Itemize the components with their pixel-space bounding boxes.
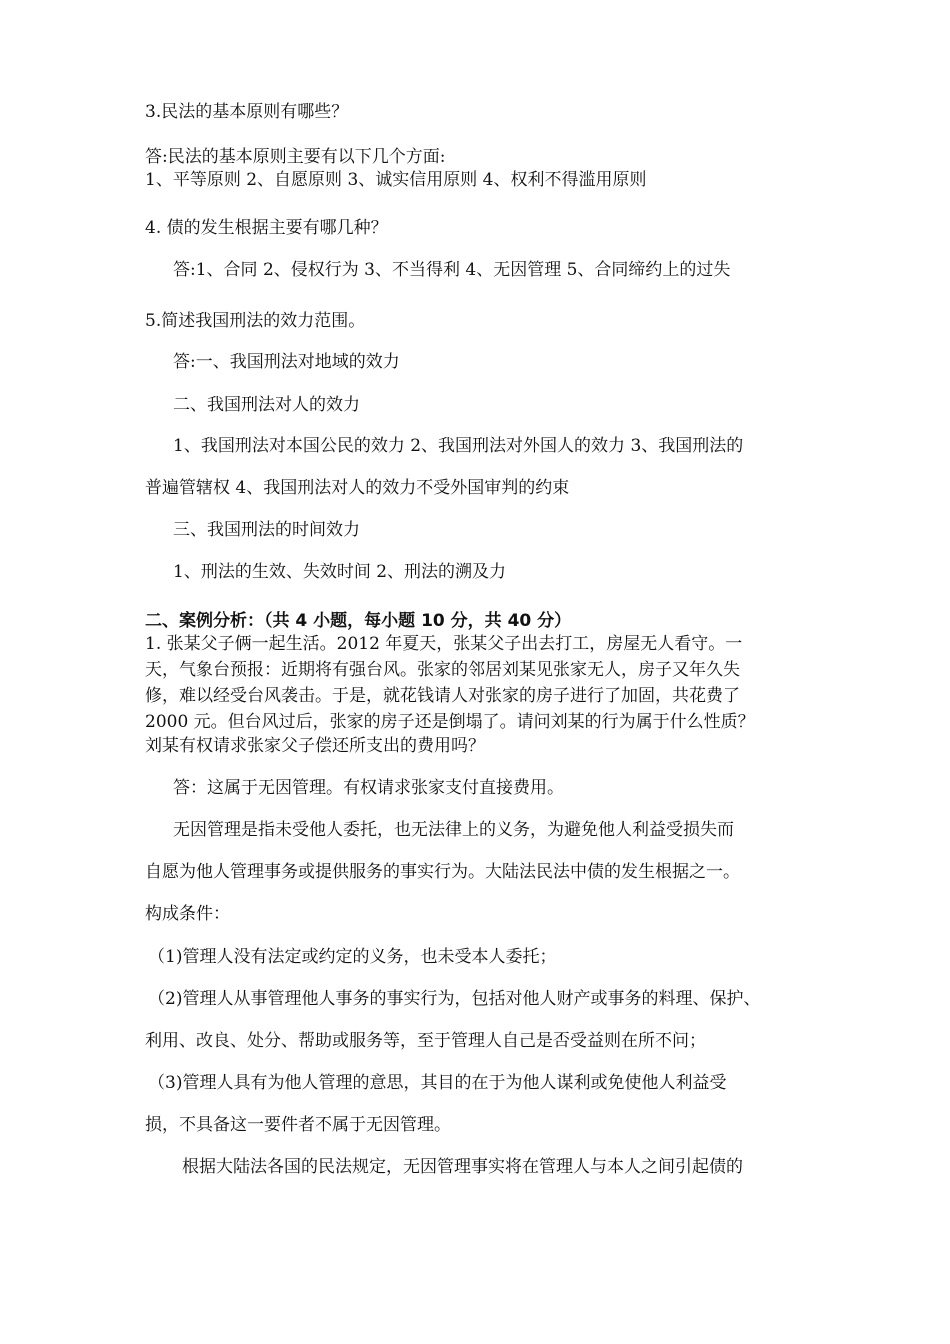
q5-answer-2: 二、我国刑法对人的效力 <box>173 395 360 415</box>
q5-answer-5: 1、刑法的生效、失效时间 2、刑法的溯及力 <box>173 562 507 582</box>
q5-answer-1: 答:一、我国刑法对地域的效力 <box>173 352 400 372</box>
q5-answer-3-line2: 普遍管辖权 4、我国刑法对人的效力不受外国审判的约束 <box>145 478 570 498</box>
conditions-title: 构成条件： <box>145 904 230 924</box>
case1-line: 1. 张某父子俩一起生活。2012 年夏天，张某父子出去打工，房屋无人看守。一 <box>145 634 743 654</box>
case1-line: 刘某有权请求张家父子偿还所支出的费用吗？ <box>145 736 485 756</box>
case1-answer: 答：这属于无因管理。有权请求张家支付直接费用。 <box>173 778 564 798</box>
condition-1: （1)管理人没有法定或约定的义务，也未受本人委托； <box>148 947 557 967</box>
q5-question: 5.简述我国刑法的效力范围。 <box>145 311 366 331</box>
condition-3-line1: （3)管理人具有为他人管理的意思，其目的在于为他人谋利或免使他人利益受 <box>148 1073 727 1093</box>
q3-answer-intro: 答:民法的基本原则主要有以下几个方面: <box>145 147 446 167</box>
case1-line: 天，气象台预报：近期将有强台风。张家的邻居刘某见张家无人，房子又年久失 <box>145 660 740 680</box>
definition-line2: 自愿为他人管理事务或提供服务的事实行为。大陆法民法中债的发生根据之一。 <box>145 862 740 882</box>
condition-2-line2: 利用、改良、处分、帮助或服务等，至于管理人自己是否受益则在所不问； <box>145 1031 706 1051</box>
case1-line: 修，难以经受台风袭击。于是，就花钱请人对张家的房子进行了加固，共花费了 <box>145 686 740 706</box>
condition-3-line2: 损，不具备这一要件者不属于无因管理。 <box>145 1115 451 1135</box>
section-heading: 二、案例分析：（共 4 小题，每小题 10 分，共 40 分） <box>145 611 572 631</box>
case1-line: 2000 元。但台风过后，张家的房子还是倒塌了。请问刘某的行为属于什么性质？ <box>145 712 755 732</box>
definition-line1: 无因管理是指未受他人委托，也无法律上的义务，为避免他人利益受损失而 <box>173 820 734 840</box>
q4-question: 4. 债的发生根据主要有哪几种？ <box>145 218 388 238</box>
q5-answer-4: 三、我国刑法的时间效力 <box>173 520 360 540</box>
q5-answer-3-line1: 1、我国刑法对本国公民的效力 2、我国刑法对外国人的效力 3、我国刑法的 <box>173 436 744 456</box>
closing-line: 根据大陆法各国的民法规定，无因管理事实将在管理人与本人之间引起债的 <box>182 1157 743 1177</box>
condition-2-line1: （2)管理人从事管理他人事务的事实行为，包括对他人财产或事务的料理、保护、 <box>148 989 761 1009</box>
q3-answer-list: 1、平等原则 2、自愿原则 3、诚实信用原则 4、权利不得滥用原则 <box>145 170 647 190</box>
q4-answer: 答:1、合同 2、侵权行为 3、不当得利 4、无因管理 5、合同缔约上的过失 <box>173 260 731 280</box>
q3-question: 3.民法的基本原则有哪些？ <box>145 102 349 122</box>
